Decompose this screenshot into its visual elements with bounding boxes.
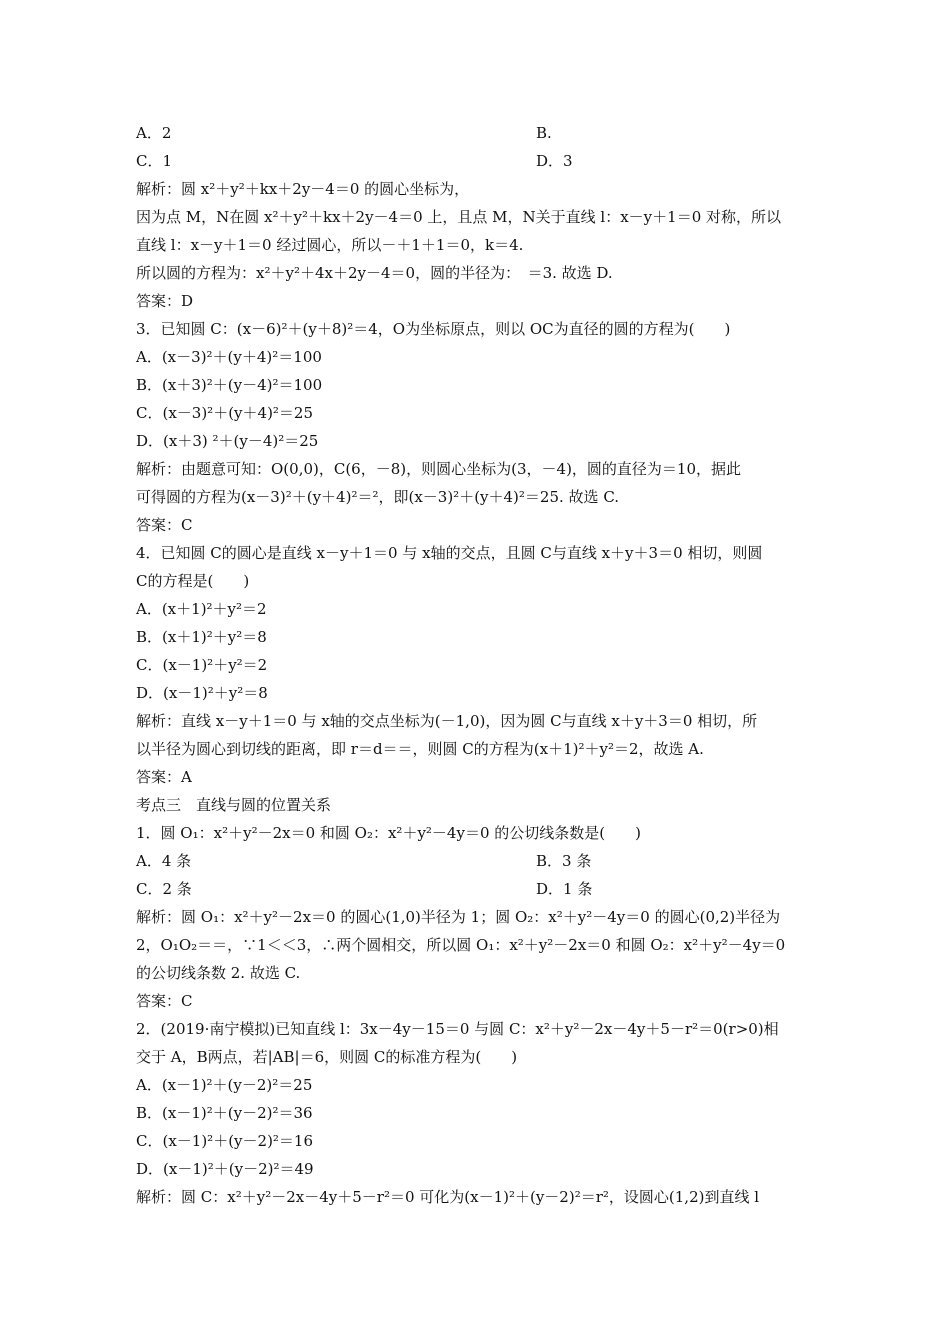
option-d: D．3 [536, 152, 573, 170]
question-line: C的方程是( ) [136, 572, 250, 590]
answer-line: 答案：C [136, 992, 193, 1010]
text-line [136, 847, 816, 875]
answer-line: 答案：C [136, 516, 193, 534]
option-c: C．1 [136, 152, 173, 170]
solution-line: 因为点 M，N在圆 x²＋y²＋kx＋2y－4＝0 上，且点 M，N关于直线 l：x－y＋1＝0 对称，所以 [136, 208, 782, 226]
solution-line: 所以圆的方程为：x²＋y²＋4x＋2y－4＝0，圆的半径为： ＝3. 故选 D. [136, 264, 613, 282]
option-line: C．(x－1)²＋(y－2)²＝16 [136, 1132, 314, 1150]
option-line: A．(x＋1)²＋y²＝2 [136, 600, 267, 618]
option-line: C．(x－3)²＋(y＋4)²＝25 [136, 404, 314, 422]
text-line [136, 147, 816, 175]
option-c: C．2 条 [136, 880, 192, 898]
option-line: D．(x－1)²＋(y－2)²＝49 [136, 1160, 314, 1178]
solution-line: 解析：圆 O₁：x²＋y²－2x＝0 的圆心(1,0)半径为 1；圆 O₂：x²＋y²－4y＝0 的圆心(0,2)半径为 [136, 908, 781, 926]
solution-line: 解析：由题意可知：O(0,0)，C(6，－8)，则圆心坐标为(3，－4)，圆的直径为＝10，据此 [136, 460, 742, 478]
option-line: A．(x－3)²＋(y＋4)²＝100 [136, 348, 322, 366]
text-line [136, 875, 816, 903]
option-line: D．(x－1)²＋y²＝8 [136, 684, 268, 702]
answer-line: 答案：D [136, 292, 194, 310]
section-heading: 考点三 直线与圆的位置关系 [136, 796, 332, 814]
option-b: B. [536, 124, 552, 142]
option-b: B．3 条 [536, 852, 592, 870]
solution-line: 的公切线条数 2. 故选 C. [136, 964, 301, 982]
question-line: 3．已知圆 C：(x－6)²＋(y＋8)²＝4，O为坐标原点，则以 OC为直径的圆的方程为( ) [136, 320, 731, 338]
solution-line: 解析：圆 x²＋y²＋kx＋2y－4＝0 的圆心坐标为， [136, 180, 470, 198]
option-a: A．2 [136, 124, 172, 142]
option-line: A．(x－1)²＋(y－2)²＝25 [136, 1076, 313, 1094]
question-line: 交于 A，B两点，若|AB|＝6，则圆 C的标准方程为( ) [136, 1048, 518, 1066]
solution-line: 2，O₁O₂＝＝，∵1＜＜3，∴两个圆相交，所以圆 O₁：x²＋y²－2x＝0 和圆 O₂：x²＋y²－4y＝0 [136, 936, 786, 954]
option-line: C．(x－1)²＋y²＝2 [136, 656, 268, 674]
option-line: B．(x＋3)²＋(y－4)²＝100 [136, 376, 323, 394]
option-line: B．(x＋1)²＋y²＝8 [136, 628, 267, 646]
solution-line: 以半径为圆心到切线的距离，即 r＝d＝＝，则圆 C的方程为(x＋1)²＋y²＝2，故选 A. [136, 740, 704, 758]
solution-line: 解析：直线 x－y＋1＝0 与 x轴的交点坐标为(－1,0)，因为圆 C与直线 x＋y＋3＝0 相切，所 [136, 712, 758, 730]
solution-line: 直线 l：x－y＋1＝0 经过圆心，所以－＋1＋1＝0，k＝4. [136, 236, 524, 254]
option-line: B．(x－1)²＋(y－2)²＝36 [136, 1104, 313, 1122]
solution-line: 解析：圆 C：x²＋y²－2x－4y＋5－r²＝0 可化为(x－1)²＋(y－2)²＝r²，设圆心(1,2)到直线 l [136, 1188, 760, 1206]
question-line: 4．已知圆 C的圆心是直线 x－y＋1＝0 与 x轴的交点，且圆 C与直线 x＋y＋3＝0 相切，则圆 [136, 544, 763, 562]
answer-line: 答案：A [136, 768, 192, 786]
question-line: 1．圆 O₁：x²＋y²－2x＝0 和圆 O₂：x²＋y²－4y＝0 的公切线条数是( ) [136, 824, 641, 842]
option-a: A．4 条 [136, 852, 192, 870]
question-line: 2．(2019·南宁模拟)已知直线 l：3x－4y－15＝0 与圆 C：x²＋y²－2x－4y＋5－r²＝0(r>0)相 [136, 1020, 779, 1038]
option-line: D．(x＋3) ²＋(y－4)²＝25 [136, 432, 319, 450]
text-line [136, 119, 816, 147]
option-d: D．1 条 [536, 880, 593, 898]
solution-line: 可得圆的方程为(x－3)²＋(y＋4)²＝²，即(x－3)²＋(y＋4)²＝25. 故选 C. [136, 488, 620, 506]
